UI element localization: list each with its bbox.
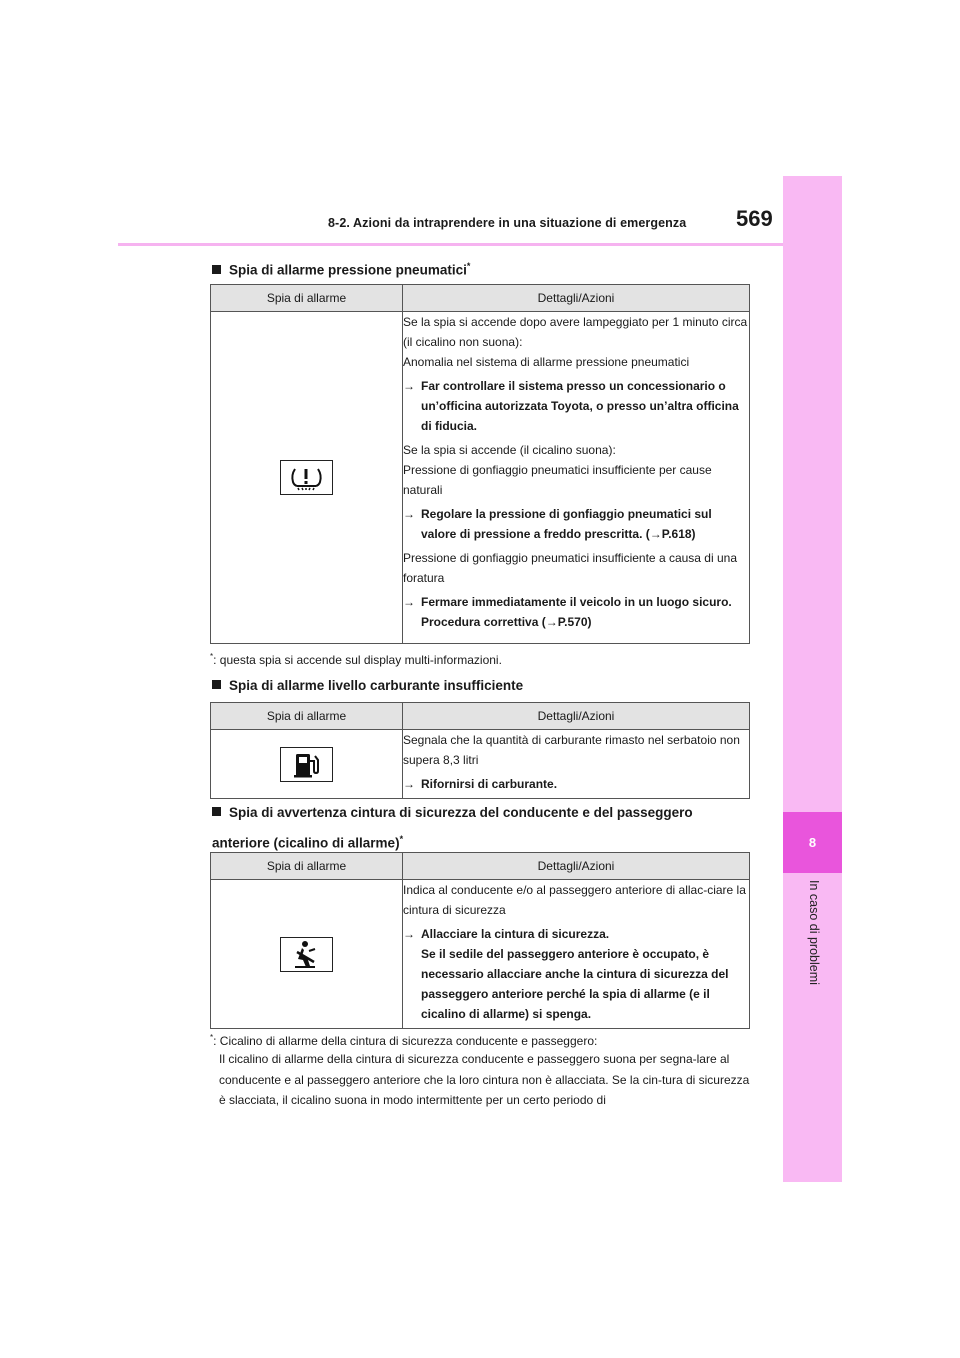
header-rule [118,243,783,246]
action-item: → Far controllare il sistema presso un concessionario o un’officina autorizzata Toyota, o presso un’altra officina di fiducia. [403,376,749,436]
details-cell-seatbelt [403,880,750,1029]
tire-pressure-warning-icon [280,460,333,495]
col-header-details: Dettagli/Azioni [403,853,750,880]
icon-cell [211,730,403,799]
detail-text: Pressione di gonfiaggio pneumatici insufficiente a causa di una foratura [403,551,737,585]
detail-text: Indica al conducente e/o al passeggero anteriore di allac-ciare la cintura di sicurezza [403,883,746,917]
footnote-seatbelt: *: Cicalino di allarme della cintura di sicurezza conducente e passeggero: [210,1033,598,1048]
detail-text: Anomalia nel sistema di allarme pressione pneumatici [403,355,690,369]
icon-cell [211,880,403,1029]
action-item: → Rifornirsi di carburante. [403,774,749,794]
col-header-light: Spia di allarme [211,853,403,880]
chapter-sidebar [783,176,842,1182]
warning-table-tire-pressure [210,284,750,644]
warning-table-fuel [210,702,750,799]
section-bullet [212,680,221,689]
arrow-icon: → [403,927,415,941]
footnote-tire-pressure: *: questa spia si accende sul display multi-informazioni. [210,652,502,667]
arrow-icon: → [403,379,415,393]
col-header-details: Dettagli/Azioni [403,703,750,730]
footnote-seatbelt-body: Il cicalino di allarme della cintura di sicurezza conducente e passeggero suona per segna-lare al conducente e al passeggero anteriore che la loro cintura non è allacciata. Se la cin-tura di sicurezza è slacciata, il cicalino suona in modo intermittente per un certo periodo di [219,1052,750,1107]
section-bullet [212,807,221,816]
chapter-tab[interactable]: 8 [783,812,842,873]
seatbelt-warning-icon [280,937,333,972]
detail-text: Pressione di gonfiaggio pneumatici insufficiente per cause naturali [403,463,712,497]
action-item: → Regolare la pressione di gonfiaggio pneumatici sul valore di pressione a freddo prescritta. (→P.618) [403,504,749,544]
running-header: 8-2. Azioni da intraprendere in una situazione di emergenza [328,216,687,230]
chapter-title: In caso di problemi [807,880,821,985]
detail-text: Se la spia si accende (il cicalino suona): [403,443,616,457]
details-cell-tire-pressure [403,312,750,644]
arrow-icon: → [403,777,415,791]
detail-text: Segnala che la quantità di carburante rimasto nel serbatoio non supera 8,3 litri [403,733,740,767]
col-header-details: Dettagli/Azioni [403,285,750,312]
col-header-light: Spia di allarme [211,285,403,312]
page-number: 569 [736,206,773,231]
section-title-fuel: Spia di allarme livello carburante insufficiente [212,672,523,699]
icon-cell [211,312,403,644]
col-header-light: Spia di allarme [211,703,403,730]
section-bullet [212,265,221,274]
arrow-icon: → [403,595,415,609]
warning-table-seatbelt [210,852,750,1029]
details-cell-fuel [403,730,750,799]
arrow-icon: → [403,507,415,521]
action-item: → Fermare immediatamente il veicolo in un luogo sicuro. Procedura correttiva (→P.570) [403,592,749,632]
section-title-seatbelt: Spia di avvertenza cintura di sicurezza del conducente e del passeggero anteriore (cicalino di allarme)* [212,805,693,851]
action-item: → Allacciare la cintura di sicurezza. Se il sedile del passeggero anteriore è occupato, è necessario allacciare anche la cintura di sicurezza del passeggero anteriore perché la spia di allarme (e il cicalino di allarme) si spenga. [403,924,749,1024]
detail-text: Se la spia si accende dopo avere lampeggiato per 1 minuto circa (il cicalino non suona): [403,315,748,349]
fuel-pump-icon [280,747,333,782]
section-title-tire-pressure: Spia di allarme pressione pneumatici* [212,253,470,284]
